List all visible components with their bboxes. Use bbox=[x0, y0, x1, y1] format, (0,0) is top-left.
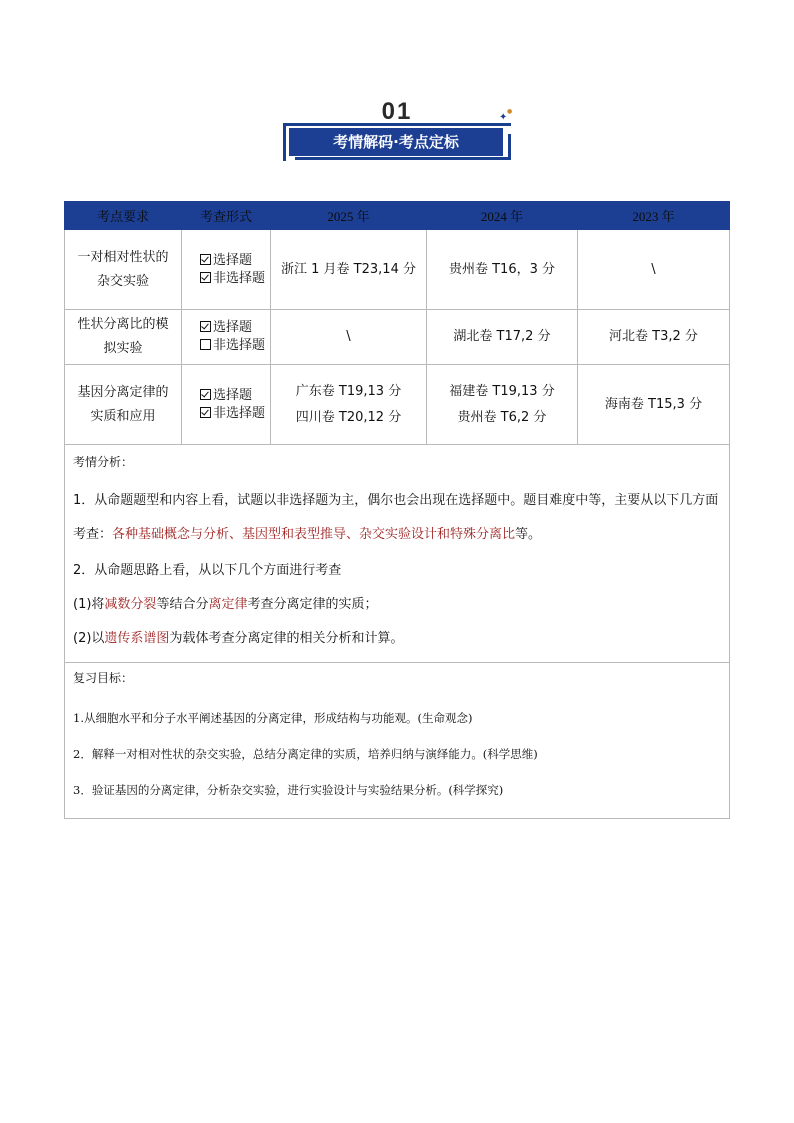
checkbox-checked-icon bbox=[200, 254, 211, 265]
analysis-highlight: 遗传系谱图 bbox=[104, 631, 170, 646]
section-title: 考情解码·考点定标 bbox=[289, 128, 503, 156]
column-header: 2023 年 bbox=[578, 202, 730, 230]
exam-cell-2024 bbox=[427, 365, 578, 445]
analysis-highlight: 离定律 bbox=[208, 597, 248, 612]
sparkle-icon: ✦ bbox=[499, 112, 508, 123]
sparkle-dot-icon: ● bbox=[507, 108, 513, 115]
form-label: 选择题 bbox=[213, 387, 253, 403]
form-label: 非选择题 bbox=[213, 270, 266, 286]
exam-entry: 福建卷 T19,13 分 bbox=[449, 383, 555, 399]
form-label: 选择题 bbox=[213, 252, 253, 268]
review-row bbox=[65, 663, 730, 819]
analysis-heading: 考情分析： bbox=[73, 455, 134, 469]
topic-cell bbox=[65, 365, 182, 445]
analysis-row bbox=[65, 445, 730, 663]
column-header: 考点要求 bbox=[65, 202, 182, 230]
analysis-text: (2)以 bbox=[73, 631, 105, 646]
exam-cell-2023 bbox=[578, 230, 730, 310]
section-number: 01 bbox=[381, 98, 413, 125]
review-heading: 复习目标： bbox=[73, 671, 134, 685]
exam-cell-2025 bbox=[271, 365, 427, 445]
exam-entry: 浙江 1 月卷 T23,14 分 bbox=[281, 261, 416, 277]
exam-cell-2025 bbox=[271, 310, 427, 365]
checkbox-checked-icon bbox=[200, 321, 211, 332]
exam-entry: 海南卷 T15,3 分 bbox=[604, 396, 703, 412]
topic-line: 杂交实验 bbox=[96, 273, 149, 289]
form-label: 非选择题 bbox=[213, 338, 266, 353]
exam-cell-2024 bbox=[427, 230, 578, 310]
table-row bbox=[65, 230, 730, 310]
review-item: 2．解释一对相对性状的杂交实验，总结分离定律的实质，培养归纳与演绎能力。(科学思维) bbox=[73, 747, 538, 761]
analysis-paragraph-2: 2．从命题思路上看，从以下几个方面进行考查 bbox=[73, 563, 342, 578]
topic-cell bbox=[65, 310, 182, 365]
analysis-paragraph-3 bbox=[73, 588, 721, 622]
analysis-cell bbox=[65, 445, 730, 663]
exam-entry: 贵州卷 T6,2 分 bbox=[457, 409, 547, 425]
analysis-text: 等结合分 bbox=[156, 597, 209, 612]
checkbox-checked-icon bbox=[200, 407, 211, 418]
checkbox-empty-icon bbox=[200, 339, 211, 350]
exam-cell-2024 bbox=[427, 310, 578, 365]
analysis-text: 等。 bbox=[515, 527, 542, 542]
analysis-text: 1．从命题题型和内容上看，试题以非选择题为主，偶尔也会出现在选择题中。题目难度中等，主要从以下几方面考查： bbox=[73, 493, 719, 542]
exam-cell-2025 bbox=[271, 230, 427, 310]
exam-entry: 湖北卷 T17,2 分 bbox=[453, 329, 551, 344]
exam-entry: 河北卷 T3,2 分 bbox=[609, 329, 698, 344]
section-badge bbox=[281, 96, 513, 166]
form-cell bbox=[182, 365, 271, 445]
topic-line: 基因分离定律的 bbox=[77, 384, 169, 400]
column-header: 2024 年 bbox=[427, 202, 578, 230]
exam-cell-2023 bbox=[578, 365, 730, 445]
topic-line: 性状分离比的模 bbox=[77, 317, 169, 332]
form-label: 非选择题 bbox=[213, 405, 266, 421]
analysis-highlight: 各种基础概念与分析、基因型和表型推导、杂交实验设计和特殊分离比 bbox=[112, 527, 516, 542]
exam-entry: 贵州卷 T16，3 分 bbox=[448, 261, 556, 277]
analysis-text: (1)将 bbox=[73, 597, 105, 612]
exam-entry: \ bbox=[651, 261, 656, 277]
form-cell bbox=[182, 310, 271, 365]
topic-cell bbox=[65, 230, 182, 310]
analysis-text: 考查分离定律的实质； bbox=[247, 597, 378, 612]
form-label: 选择题 bbox=[213, 320, 253, 335]
topic-line: 拟实验 bbox=[103, 341, 143, 356]
checkbox-checked-icon bbox=[200, 272, 211, 283]
exam-entry: 四川卷 T20,12 分 bbox=[295, 409, 402, 425]
topic-line: 实质和应用 bbox=[90, 408, 156, 424]
exam-entry: 广东卷 T19,13 分 bbox=[295, 383, 402, 399]
exam-cell-2023 bbox=[578, 310, 730, 365]
form-cell bbox=[182, 230, 271, 310]
analysis-text: 为载体考查分离定律的相关分析和计算。 bbox=[169, 631, 404, 646]
analysis-paragraph-1 bbox=[73, 484, 721, 552]
exam-analysis-table bbox=[64, 201, 730, 819]
exam-entry: \ bbox=[346, 329, 351, 344]
column-header: 2025 年 bbox=[271, 202, 427, 230]
checkbox-checked-icon bbox=[200, 389, 211, 400]
review-cell bbox=[65, 663, 730, 819]
column-header: 考查形式 bbox=[182, 202, 271, 230]
analysis-highlight: 减数分裂 bbox=[104, 597, 157, 612]
review-item: 3．验证基因的分离定律，分析杂交实验，进行实验设计与实验结果分析。(科学探究) bbox=[73, 783, 504, 797]
table-header-row bbox=[65, 202, 730, 230]
topic-line: 一对相对性状的 bbox=[77, 249, 169, 265]
table-row bbox=[65, 310, 730, 365]
review-item: 1.从细胞水平和分子水平阐述基因的分离定律，形成结构与功能观。(生命观念) bbox=[73, 711, 473, 725]
analysis-paragraph-4 bbox=[73, 622, 721, 656]
table-row bbox=[65, 365, 730, 445]
